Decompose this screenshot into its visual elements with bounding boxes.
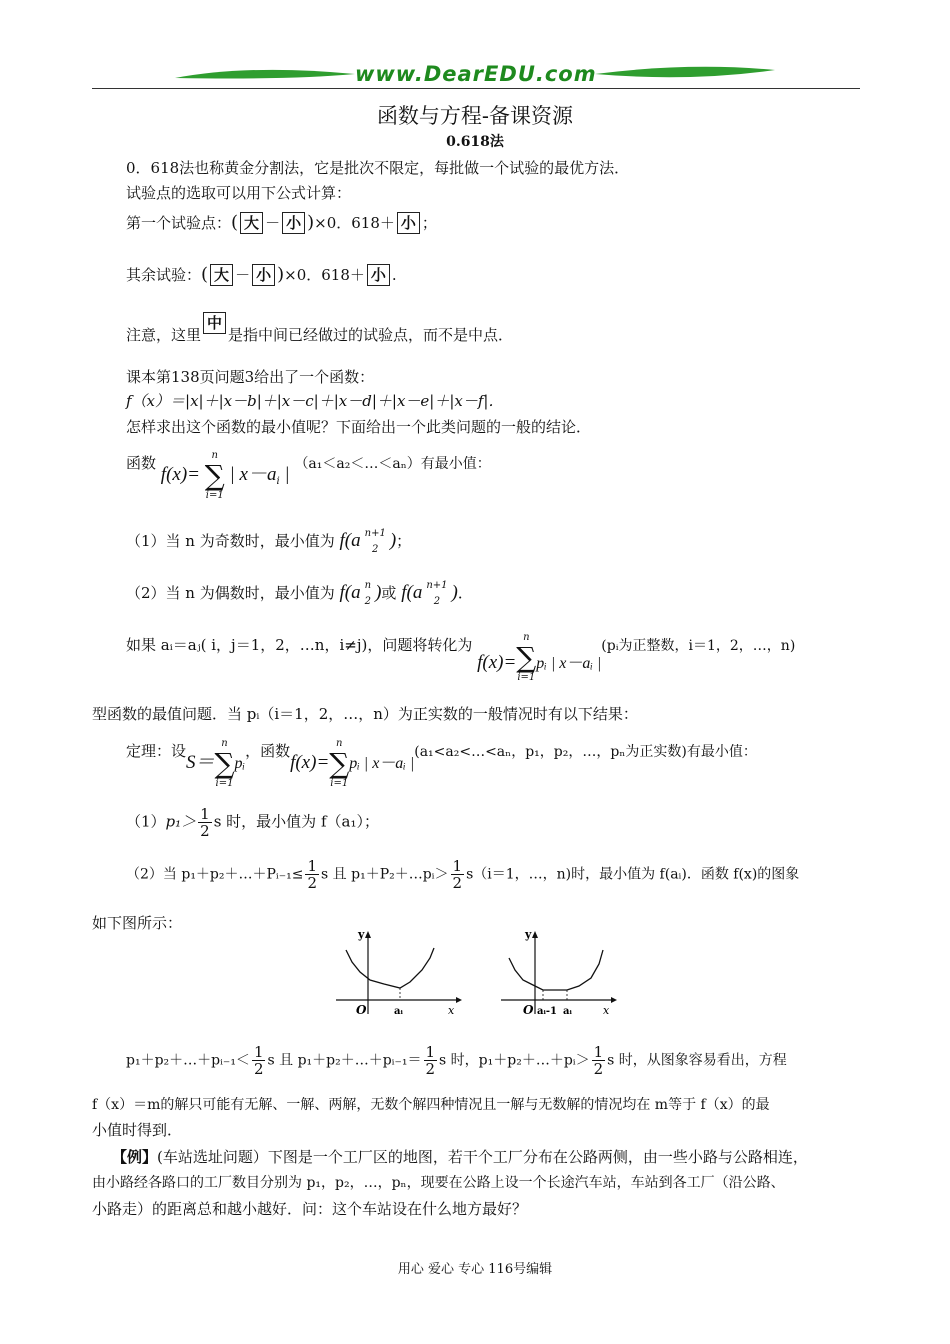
theorem-f-term: pᵢ | x－aᵢ | [349, 755, 415, 772]
type-line: 型函数的最值问题．当 pᵢ（i＝1，2，…，n）为正实数的一般情况时有以下结果： [92, 705, 638, 723]
p3-num3: 1 [593, 1043, 604, 1061]
sum-symbol: n ∑ i=1 [204, 450, 225, 501]
case2-end: ． [457, 584, 473, 602]
theorem-s-term: pᵢ [234, 755, 246, 772]
first-point-label: 第一个试验点： [126, 214, 232, 232]
example-line-3: 小路走）的距离总和越小越好．问：这个车站设在什么地方最好？ [92, 1200, 528, 1218]
sum-upper: n [336, 738, 343, 749]
theorem-s-expr: S＝ [186, 752, 215, 773]
p4-line: f（x）＝m的解只可能有无解、一解、两解，无数个解四种情况且一解与无数解的情况均在 m等于 f（x）的最 [92, 1097, 770, 1113]
box-small: 小 [252, 264, 275, 286]
box-big: 大 [210, 264, 233, 286]
case1-den: 2 [372, 544, 379, 555]
a-label: aᵢ [394, 1006, 403, 1017]
header-rule [92, 88, 860, 89]
minus-sign: － [265, 214, 281, 232]
if-line [126, 632, 795, 684]
func-term: | x－a [229, 464, 277, 485]
theorem-case2-cont: 如下图所示： [92, 914, 183, 932]
func-expr: f(x)= [160, 464, 200, 485]
case1-text: （1）当 n 为奇数时，最小值为 [126, 532, 335, 550]
t2-post: s（i＝1，…，n)时，最小值为 f(aᵢ)．函数 f(x)的图象 [466, 866, 800, 883]
case2-sub2: n+1 [426, 580, 448, 591]
case2-sub1: n [364, 580, 372, 591]
y-axis-label: y [525, 928, 532, 941]
func-cond: （a₁＜a₂＜…＜aₙ）有最小值： [294, 456, 491, 472]
example-line [112, 1146, 808, 1167]
case2-text: （2）当 n 为偶数时，最小值为 [126, 584, 335, 602]
t2-den2: 2 [452, 874, 463, 892]
x-axis-label: x [603, 1004, 610, 1017]
if-pre: 如果 aᵢ＝aⱼ( i，j＝1，2，…n，i≠j)，问题将转化为 [126, 636, 473, 654]
sum-lower: i=1 [205, 490, 224, 501]
sum-lower: i=1 [330, 778, 349, 789]
t2-num2: 1 [452, 857, 463, 875]
p3-b: s 且 p₁＋p₂＋…＋pᵢ₋₁＝ [267, 1052, 422, 1069]
sum-lower: i=1 [215, 778, 234, 789]
t2-den: 2 [307, 874, 318, 892]
func-line [126, 450, 491, 502]
theorem-mid: ，函数 [245, 742, 291, 760]
x-axis-label: x [448, 1004, 455, 1017]
para-formula-intro: 试验点的选取可以用下公式计算： [126, 184, 352, 202]
p3-den3: 2 [593, 1060, 604, 1078]
sum-symbol: n ∑ i=1 [516, 632, 537, 683]
p3-c: s 时，p₁＋p₂＋…＋pᵢ＞ [439, 1052, 590, 1069]
term-sub: i [276, 476, 280, 487]
graph-left [330, 928, 470, 1020]
t2-mid: s 且 p₁＋P₂＋…pᵢ＞ [321, 866, 449, 883]
question-line: 怎样求出这个函数的最小值呢？下面给出一个此类问题的一般的结论． [126, 418, 592, 436]
case-odd: （1）当 n 为奇数时，最小值为 f(a n+1 2 )； [126, 526, 411, 558]
if-term: pᵢ | x－aᵢ | [536, 655, 602, 672]
origin-label: O [523, 1003, 534, 1017]
box-middle: 中 [203, 312, 226, 334]
rest-point-line: 其余试验：( 大 － 小 )×0．618＋ 小 . [126, 264, 397, 285]
note-line [126, 312, 513, 345]
t2-pre: （2）当 p₁＋p₂＋…＋Pᵢ₋₁≤ [126, 866, 304, 883]
theorem-post: (a₁<a₂<…<aₙ，p₁，p₂，…，pₙ为正实数)有最小值： [414, 744, 757, 760]
page-footer: 用心 爱心 专心 116号编辑 [397, 1262, 553, 1277]
p3-line [126, 1044, 787, 1077]
note-post: 是指中间已经做过的试验点，而不是中点． [228, 326, 514, 344]
case2-den1: 2 [364, 596, 372, 607]
t2-num: 1 [307, 857, 318, 875]
sum-symbol-2: n ∑ i=1 [329, 738, 350, 789]
sum-symbol: n ∑ i=1 [214, 738, 235, 789]
theorem-case1 [126, 806, 379, 839]
y-axis-label: y [358, 928, 365, 941]
func-pre: 函数 [126, 454, 157, 472]
t1-den: 2 [200, 822, 210, 840]
note-pre: 注意，这里 [126, 326, 202, 344]
period: . [391, 266, 397, 284]
sum-upper: n [211, 450, 218, 461]
t1-post: s 时，最小值为 f（a₁）； [213, 812, 379, 831]
term-end: | [279, 464, 290, 485]
p3-d: s 时，从图象容易看出，方程 [607, 1052, 787, 1069]
box-small-2: 小 [397, 212, 420, 234]
box-small-2: 小 [367, 264, 390, 286]
mult-expr: ×0．618＋ [284, 266, 365, 284]
case2-f1: f(a [339, 582, 361, 603]
rest-point-label: 其余试验： [126, 266, 202, 284]
p3-a: p₁＋p₂＋…＋pᵢ₋₁＜ [126, 1052, 250, 1069]
case2-or: 或 [381, 584, 397, 602]
p3-num2: 1 [425, 1043, 436, 1061]
case1-f: f(a [339, 530, 361, 551]
box-small: 小 [282, 212, 305, 234]
mult-expr: ×0．618＋ [314, 214, 395, 232]
example-tag: 【例】 [112, 1148, 158, 1166]
theorem-case2 [126, 858, 799, 891]
t1-num: 1 [200, 805, 210, 823]
example-line-2: 由小路经各路口的工厂数目分别为 p₁，p₂，…，pₙ，现要在公路上设一个长途汽车站，车站到各工厂（沿公路、 [92, 1175, 785, 1191]
para-intro: 0．618法也称黄金分割法，它是批次不限定，每批做一个试验的最优方法． [126, 159, 630, 177]
graph-right [495, 928, 625, 1020]
sum-upper: n [523, 632, 530, 643]
if-post: (pᵢ为正整数，i＝1，2，…，n) [601, 638, 796, 654]
first-point-line: 第一个试验点：( 大 － 小 )×0．618＋ 小 ； [126, 212, 437, 233]
case1-sub: n+1 [364, 528, 386, 539]
p5-line: 小值时得到． [92, 1121, 183, 1139]
a2-label: aᵢ [563, 1006, 572, 1017]
t1-p: p₁＞ [165, 812, 197, 831]
theorem-pre: 定理：设 [126, 742, 187, 760]
page-subtitle: 0.618法 [446, 134, 504, 150]
example-text: (车站选址问题）下图是一个工厂区的地图，若干个工厂分布在公路两侧，由一些小路与公路相连， [157, 1148, 808, 1166]
a1-label: aᵢ-1 [537, 1006, 557, 1017]
if-expr: f(x)= [477, 652, 517, 673]
origin-label: O [356, 1003, 367, 1017]
t1-pre: （1） [126, 812, 166, 831]
box-big: 大 [240, 212, 263, 234]
sum-lower: i=1 [517, 672, 536, 683]
header-logo [170, 62, 780, 88]
minus-sign: － [235, 266, 251, 284]
theorem-f-expr: f(x)= [290, 752, 330, 773]
case-even: （2）当 n 为偶数时，最小值为 f(a n 2 )或 f(a n+1 2 )． [126, 578, 473, 610]
sum-upper: n [221, 738, 228, 749]
case1-end: ； [396, 532, 412, 550]
fx-definition: f（x）＝|x|＋|x－b|＋|x－c|＋|x－d|＋|x－e|＋|x－f|． [126, 392, 504, 410]
p3-num: 1 [253, 1043, 264, 1061]
textbook-line: 课本第138页问题3给出了一个函数： [126, 368, 375, 386]
semicolon: ； [421, 214, 437, 232]
case2-den2: 2 [433, 596, 441, 607]
site-name: www.DearEDU.com [355, 62, 597, 86]
case2-f2: f(a [401, 582, 423, 603]
p3-den: 2 [253, 1060, 264, 1078]
p3-den2: 2 [425, 1060, 436, 1078]
theorem-line [126, 738, 757, 790]
page-title: 函数与方程-备课资源 [376, 104, 574, 128]
